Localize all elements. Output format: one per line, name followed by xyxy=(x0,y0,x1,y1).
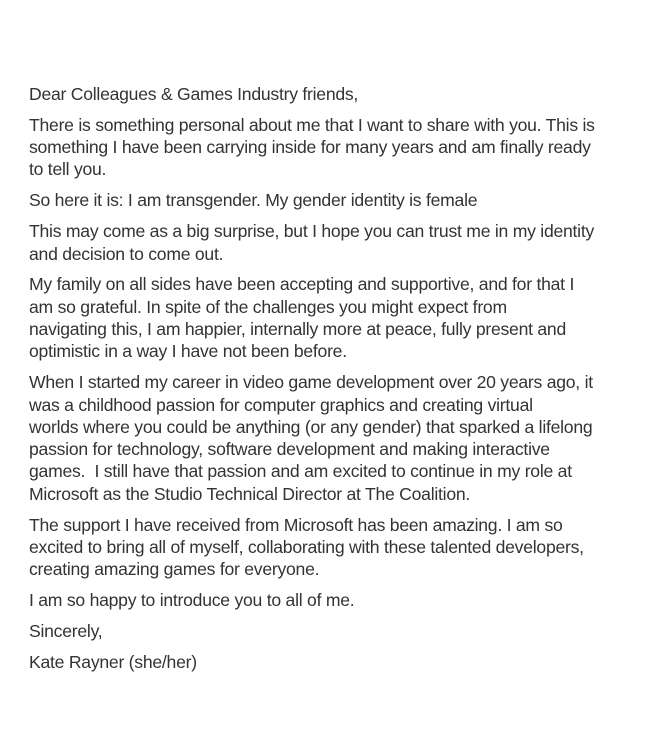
paragraph-line: There is something personal about me that I want to share with you. This is xyxy=(29,114,595,135)
paragraph-line: passion for technology, software development and making interactive xyxy=(29,439,550,460)
signature-text: Kate Rayner (she/her) xyxy=(29,651,197,672)
paragraph-line: When I started my career in video game development over 20 years ago, it xyxy=(29,372,593,393)
paragraph-line: games. I still have that passion and am excited to continue in my role at xyxy=(29,461,572,482)
paragraph-line: something I have been carrying inside for many years and am finally ready xyxy=(29,137,591,158)
paragraph-surprise xyxy=(29,220,644,265)
closing-text: Sincerely, xyxy=(29,620,103,641)
paragraph-career xyxy=(29,371,644,505)
signature xyxy=(29,651,644,673)
paragraph-line: So here it is: I am transgender. My gender identity is female xyxy=(29,190,478,211)
salutation-text: Dear Colleagues & Games Industry friends, xyxy=(29,84,359,104)
paragraph-line: The support I have received from Microsoft has been amazing. I am so xyxy=(29,514,563,535)
paragraph-family xyxy=(29,273,644,362)
salutation xyxy=(29,83,644,105)
paragraph-line: excited to bring all of myself, collaborating with these talented developers, xyxy=(29,536,584,557)
paragraph-line: am so grateful. In spite of the challenges you might expect from xyxy=(29,296,507,317)
paragraph-happy xyxy=(29,589,644,611)
paragraph-announcement xyxy=(29,189,644,211)
letter-body xyxy=(29,83,644,682)
paragraph-support xyxy=(29,514,644,581)
paragraph-line: navigating this, I am happier, internally more at peace, fully present and xyxy=(29,319,566,340)
paragraph-line: Microsoft as the Studio Technical Director at The Coalition. xyxy=(29,483,471,504)
paragraph-intro xyxy=(29,114,644,181)
paragraph-line: worlds where you could be anything (or any gender) that sparked a lifelong xyxy=(29,416,593,437)
closing xyxy=(29,620,644,642)
paragraph-line: My family on all sides have been accepting and supportive, and for that I xyxy=(29,274,575,295)
paragraph-line: and decision to come out. xyxy=(29,243,224,264)
paragraph-line: optimistic in a way I have not been before. xyxy=(29,341,347,362)
paragraph-line: This may come as a big surprise, but I hope you can trust me in my identity xyxy=(29,221,595,242)
paragraph-line: to tell you. xyxy=(29,159,107,180)
paragraph-line: creating amazing games for everyone. xyxy=(29,559,320,580)
paragraph-line: I am so happy to introduce you to all of me. xyxy=(29,590,355,611)
paragraph-line: was a childhood passion for computer graphics and creating virtual xyxy=(29,394,533,415)
